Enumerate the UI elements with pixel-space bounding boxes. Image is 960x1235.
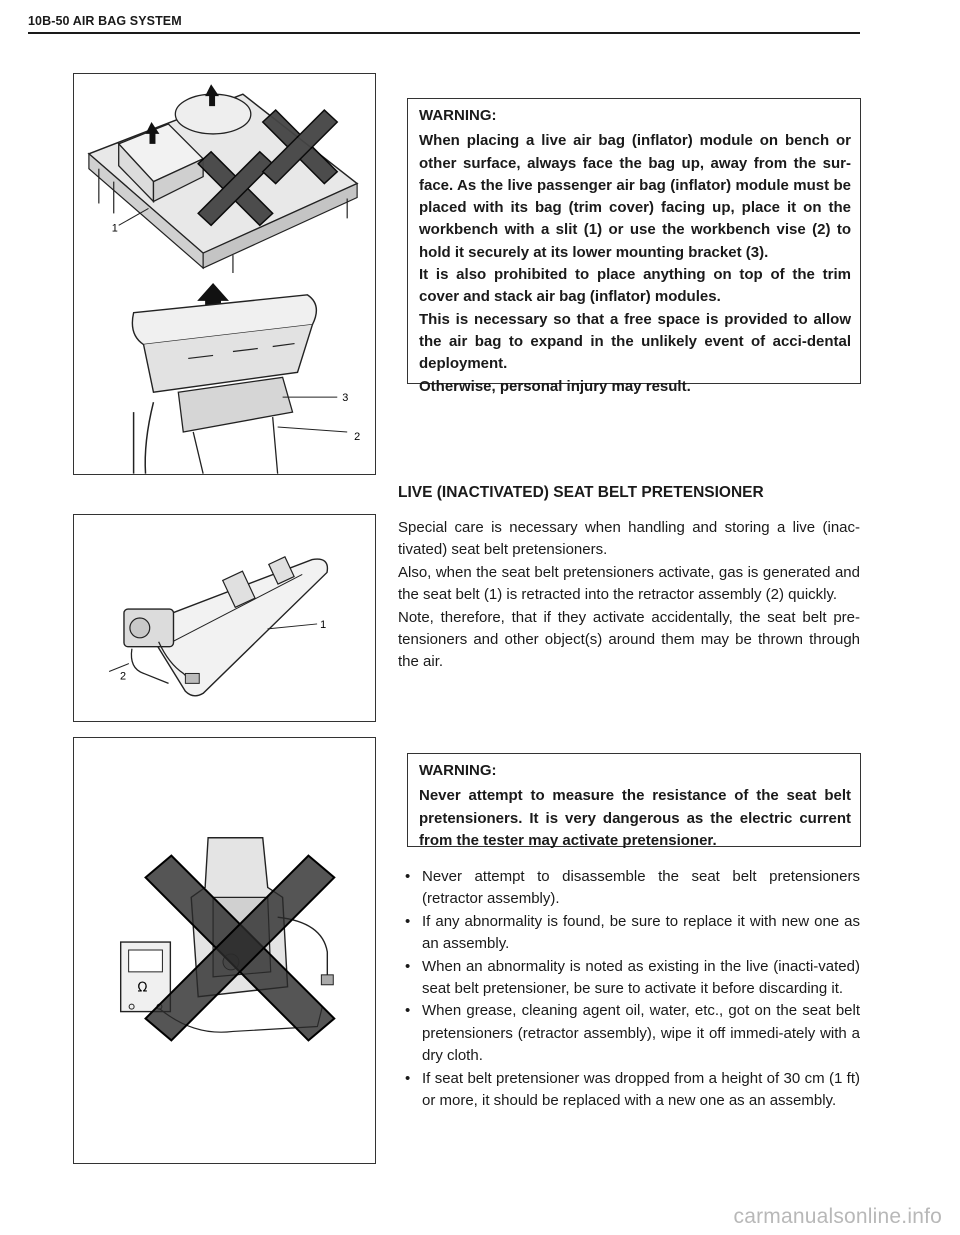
section-body [398, 517, 860, 674]
list-item: • If any abnormality is found, be sure to replace it with new one as an assembly. [398, 911, 860, 956]
warning-text-4: Otherwise, personal injury may result. [419, 377, 691, 395]
no-resistance-test-illustration [74, 738, 375, 1163]
list-item: • When an abnormality is noted as existing in the live (inacti-vated) seat belt pretensioner, be sure to activate it before discarding it. [398, 956, 860, 1001]
watermark: carmanualsonline.info [733, 1205, 942, 1228]
paragraph-1: Special care is necessary when handling and storing a live (inac-tivated) seat belt pretensioners. [398, 519, 860, 559]
figure-no-resistance-test [73, 737, 376, 1164]
warning-text-1: When placing a live air bag (inflator) module on bench or other surface, always face the bag up, away from the sur-face. As the live passenger air bag (inflator) module must be placed with its bag (trim cover) facing up, place it on the workbench with a slit (1) or use the workbench vise (2) to hold it securely at its lower mounting bracket (3). [419, 132, 851, 261]
ohm-symbol: Ω [137, 980, 148, 996]
paragraph-2: Also, when the seat belt pretensioners activate, gas is generated and the seat belt (1) is retracted into the retractor assembly (2) quickly. [398, 563, 860, 604]
list-item: • If seat belt pretensioner was dropped from a height of 30 cm (1 ft) or more, it should be replaced with a new one as an assembly. [398, 1068, 860, 1113]
page-header: 10B-50 AIR BAG SYSTEM [28, 14, 182, 28]
paragraph-3: Note, therefore, that if they activate accidentally, the seat belt pre-tensioners and other object(s) around them may be thrown through the air. [398, 608, 860, 671]
warning-box-airbag [407, 98, 861, 395]
header-rule [28, 32, 860, 34]
warning-text: Never attempt to measure the resistance of the seat belt pretensioners. It is very dangerous as the electric current from the tester may activate pretensioner. [419, 787, 851, 849]
warning-title: WARNING: [419, 762, 497, 779]
seat-belt-illustration [74, 515, 375, 721]
callout-2: 2 [120, 670, 127, 683]
callout-1: 1 [320, 618, 327, 631]
figure-airbag-placement [73, 73, 376, 475]
list-item: • Never attempt to disassemble the seat belt pretensioners (retractor assembly). [398, 866, 860, 911]
figure-seat-belt [73, 514, 376, 722]
warning-box-pretensioner [407, 753, 861, 847]
callout-1: 1 [111, 222, 118, 235]
warning-text-2: It is also prohibited to place anything on top of the trim cover and stack air bag (inflator) modules. [419, 266, 851, 306]
section-heading: LIVE (INACTIVATED) SEAT BELT PRETENSIONER [398, 484, 764, 501]
warning-text-3: This is necessary so that a free space is provided to allow the air bag to expand in the unlikely event of acci-dental deployment. [419, 310, 851, 373]
airbag-placement-illustration [74, 74, 375, 474]
warning-title: WARNING: [419, 107, 497, 124]
callout-3: 3 [342, 392, 349, 405]
precaution-list [398, 866, 860, 1112]
list-item: • When grease, cleaning agent oil, water, etc., got on the seat belt pretensioners (retractor assembly), wipe it off immedi-ately with a dry cloth. [398, 1000, 860, 1067]
callout-2: 2 [354, 430, 361, 443]
